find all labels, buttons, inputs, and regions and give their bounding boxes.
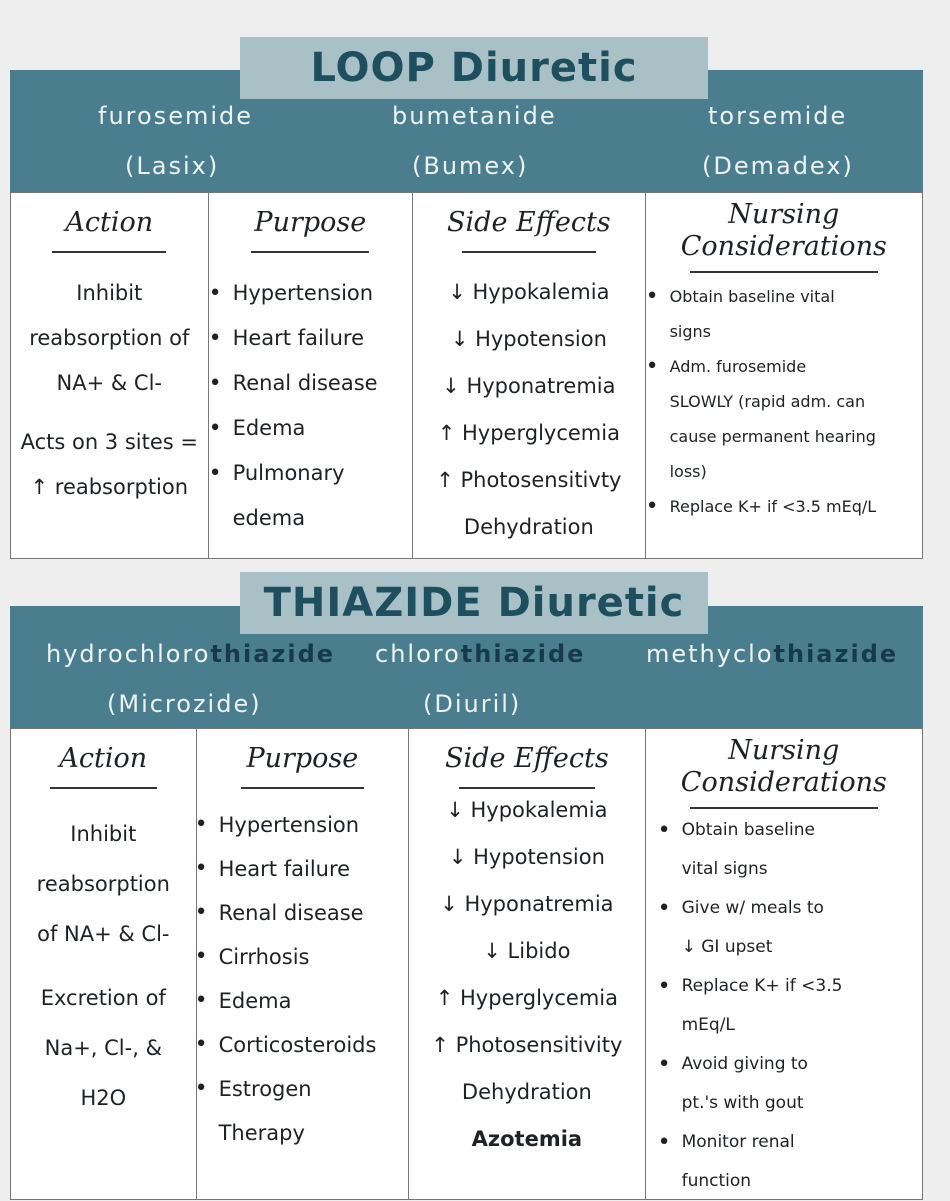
thiazide-nursing-header-1: Nursing (728, 735, 840, 766)
loop-side-effect: ↓ Hypokalemia (448, 280, 610, 304)
loop-section (10, 0, 923, 560)
thiazide-nursing-continued: mEq/L (681, 1015, 735, 1035)
thiazide-drug-methyclothiazide (646, 640, 898, 668)
thiazide-purpose-continued: Therapy (218, 1121, 305, 1145)
loop-action-line: NA+ & Cl- (56, 371, 163, 395)
loop-side-effects-header: Side Effects (447, 207, 611, 238)
header-underline (241, 787, 364, 789)
loop-nursing-item: • Replace K+ if <3.5 mEq/L (632, 489, 922, 524)
header-underline (251, 251, 369, 253)
loop-purpose-item: • Edema (195, 406, 413, 451)
loop-purpose-item: • Heart failure (195, 316, 413, 361)
thiazide-side-effect: ↓ Hypotension (448, 845, 605, 869)
thiazide-table (10, 728, 923, 1200)
header-underline (462, 251, 596, 253)
thiazide-nursing-item: • Replace K+ if <3.5 (644, 967, 922, 1006)
thiazide-nursing-continued: ↓ GI upset (681, 937, 773, 957)
thiazide-purpose-item: • Corticosteroids (181, 1023, 409, 1067)
loop-brand-demadex: (Demadex) (702, 152, 854, 180)
loop-nursing-column (646, 193, 922, 558)
loop-drug-furosemide: furosemide (98, 102, 253, 130)
loop-drug-bumetanide: bumetanide (392, 102, 557, 130)
thiazide-purpose-header: Purpose (246, 743, 359, 774)
loop-purpose-column (209, 193, 414, 558)
thiazide-purpose-column (197, 729, 410, 1199)
thiazide-action-line: Inhibit (70, 822, 137, 846)
thiazide-side-effect: ↑ Hyperglycemia (435, 986, 618, 1010)
header-underline (690, 271, 878, 273)
loop-title: LOOP Diuretic (240, 37, 708, 99)
drug-prefix: chloro (375, 640, 461, 668)
loop-action-line: ↑ reabsorption (30, 475, 189, 499)
thiazide-side-effects-column (409, 729, 645, 1199)
thiazide-action-header: Action (59, 743, 148, 774)
thiazide-action-column (11, 729, 197, 1199)
loop-purpose-item: • Hypertension (195, 271, 413, 316)
loop-drug-torsemide: torsemide (708, 102, 848, 130)
loop-action-line: Inhibit (76, 281, 143, 305)
thiazide-side-effect: Dehydration (461, 1080, 592, 1104)
thiazide-purpose-item: • Estrogen (181, 1067, 409, 1111)
loop-nursing-continued: loss) (669, 462, 707, 481)
loop-side-effect: ↑ Hyperglycemia (437, 421, 620, 445)
header-underline (50, 787, 157, 789)
loop-side-effect: ↑ Photosensitivty (436, 468, 622, 492)
thiazide-action-line: Na+, Cl-, & (44, 1036, 162, 1060)
thiazide-brand-microzide: (Microzide) (107, 690, 262, 718)
loop-purpose-header: Purpose (254, 207, 367, 238)
thiazide-purpose-item: • Hypertension (181, 803, 409, 847)
thiazide-nursing-continued: pt.'s with gout (681, 1093, 804, 1113)
loop-nursing-continued: cause permanent hearing (669, 427, 876, 446)
thiazide-drug-hydrochlorothiazide (46, 640, 335, 668)
loop-action-column (11, 193, 209, 558)
loop-purpose-item: • Renal disease (195, 361, 413, 406)
loop-side-effects-column (413, 193, 645, 558)
loop-brand-lasix: (Lasix) (125, 152, 220, 180)
drug-prefix: methyclo (646, 640, 774, 668)
thiazide-nursing-continued: vital signs (681, 859, 768, 879)
loop-action-line: reabsorption of (29, 326, 190, 350)
loop-action-header: Action (65, 207, 154, 238)
loop-brand-bumex: (Bumex) (412, 152, 529, 180)
thiazide-action-line: H2O (80, 1086, 127, 1110)
drug-suffix: thiazide (773, 640, 899, 668)
header-underline (690, 807, 878, 809)
thiazide-section (10, 570, 923, 1200)
loop-nursing-header-2: Considerations (680, 231, 887, 262)
thiazide-nursing-continued: function (681, 1171, 752, 1191)
thiazide-nursing-column (646, 729, 922, 1199)
loop-nursing-item: • Adm. furosemide (632, 349, 922, 384)
thiazide-nursing-header-2: Considerations (680, 767, 887, 798)
thiazide-side-effect: ↓ Libido (483, 939, 571, 963)
drug-prefix: hydrochloro (46, 640, 211, 668)
thiazide-action-line: Excretion of (40, 986, 166, 1010)
loop-side-effect: ↓ Hyponatremia (442, 374, 616, 398)
loop-nursing-continued: signs (669, 322, 712, 341)
thiazide-nursing-item: • Avoid giving to (644, 1045, 922, 1084)
loop-action-line: Acts on 3 sites = (20, 430, 198, 454)
thiazide-side-effects-header: Side Effects (445, 743, 609, 774)
drug-suffix: thiazide (460, 640, 586, 668)
loop-side-effect: ↓ Hypotension (450, 327, 607, 351)
loop-nursing-header-1: Nursing (728, 199, 840, 230)
thiazide-side-effect: ↓ Hyponatremia (440, 892, 614, 916)
thiazide-purpose-item: • Renal disease (181, 891, 409, 935)
thiazide-purpose-item: • Heart failure (181, 847, 409, 891)
thiazide-action-line: of NA+ & Cl- (37, 922, 170, 946)
loop-table (10, 192, 923, 559)
thiazide-side-effect: Azotemia (471, 1127, 583, 1151)
thiazide-nursing-item: • Obtain baseline (644, 811, 922, 850)
header-underline (52, 251, 166, 253)
thiazide-nursing-item: • Monitor renal (644, 1123, 922, 1162)
thiazide-side-effect: ↓ Hypokalemia (446, 798, 608, 822)
thiazide-nursing-item: • Give w/ meals to (644, 889, 922, 928)
loop-side-effect: Dehydration (463, 515, 594, 539)
thiazide-side-effect: ↑ Photosensitivity (431, 1033, 623, 1057)
thiazide-action-line: reabsorption (36, 872, 170, 896)
thiazide-purpose-item: • Edema (181, 979, 409, 1023)
loop-purpose-continued: edema (232, 506, 306, 530)
thiazide-drug-chlorothiazide (375, 640, 585, 668)
loop-purpose-item: • Pulmonary (195, 451, 413, 496)
loop-nursing-continued: SLOWLY (rapid adm. can (669, 392, 866, 411)
drug-suffix: thiazide (210, 640, 336, 668)
thiazide-brand-diuril: (Diuril) (423, 690, 522, 718)
loop-nursing-item: • Obtain baseline vital (632, 279, 922, 314)
thiazide-title: THIAZIDE Diuretic (240, 572, 708, 634)
thiazide-purpose-item: • Cirrhosis (181, 935, 409, 979)
